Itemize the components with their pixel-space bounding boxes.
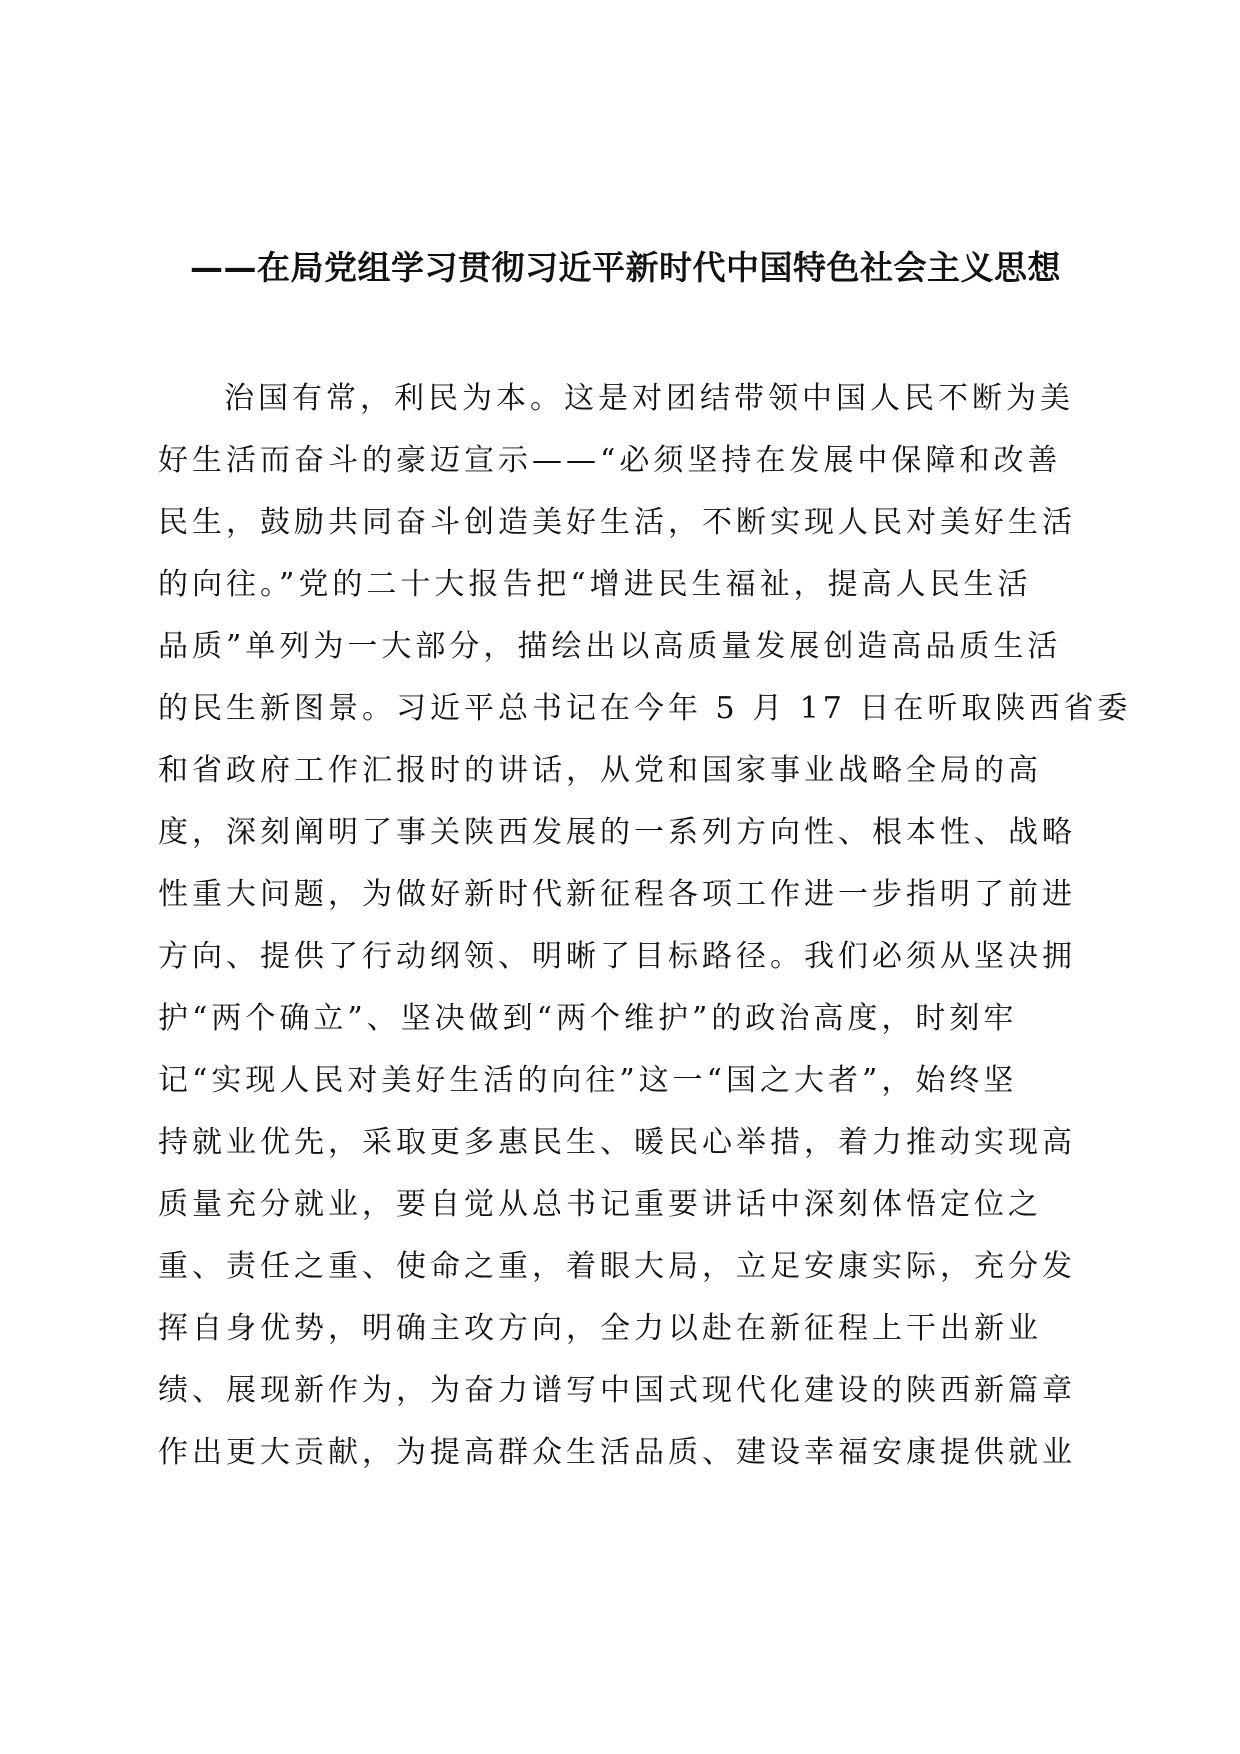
paragraph-line: 度，深刻阐明了事关陕西发展的一系列方向性、根本性、战略 (158, 815, 1076, 850)
paragraph-line: 绩、展现新作为，为奋力谱写中国式现代化建设的陕西新篇章 (158, 1373, 1076, 1408)
paragraph-line: 和省政府工作汇报时的讲话，从党和国家事业战略全局的高 (158, 753, 1042, 788)
paragraph-line: 品质”单列为一大部分，描绘出以高质量发展创造高品质生活 (158, 629, 1062, 664)
paragraph-line: 护“两个确立”、坚决做到“两个维护”的政治高度，时刻牢 (158, 1001, 1018, 1036)
paragraph-line: 方向、提供了行动纲领、明晰了目标路径。我们必须从坚决拥 (158, 939, 1076, 974)
paragraph-line: 好生活而奋斗的豪迈宣示——“必须坚持在发展中保障和改善 (158, 443, 1062, 478)
paragraph-line: 治国有常，利民为本。这是对团结带领中国人民不断为美 (224, 381, 1074, 416)
body-paragraph (158, 368, 1132, 1484)
paragraph-line: 记“实现人民对美好生活的向往”这一“国之大者”，始终坚 (158, 1063, 1018, 1098)
paragraph-line: 作出更大贡献，为提高群众生活品质、建设幸福安康提供就业 (158, 1435, 1076, 1470)
paragraph-line: 性重大问题，为做好新时代新征程各项工作进一步指明了前进 (158, 877, 1076, 912)
paragraph-line: 的向往。”党的二十大报告把“增进民生福祉，提高人民生活 (158, 567, 1032, 602)
document-subtitle: ——在局党组学习贯彻习近平新时代中国特色社会主义思想 (190, 248, 1061, 287)
paragraph-line: 持就业优先，采取更多惠民生、暖民心举措，着力推动实现高 (158, 1125, 1076, 1160)
paragraph-line: 的民生新图景。习近平总书记在今年 5 月 17 日在听取陕西省委 (158, 691, 1132, 726)
paragraph-line: 民生，鼓励共同奋斗创造美好生活，不断实现人民对美好生活 (158, 505, 1076, 540)
paragraph-line: 重、责任之重、使命之重，着眼大局，立足安康实际，充分发 (158, 1249, 1076, 1284)
paragraph-line: 挥自身优势，明确主攻方向，全力以赴在新征程上干出新业 (158, 1311, 1042, 1346)
paragraph-line: 质量充分就业，要自觉从总书记重要讲话中深刻体悟定位之 (158, 1187, 1042, 1222)
